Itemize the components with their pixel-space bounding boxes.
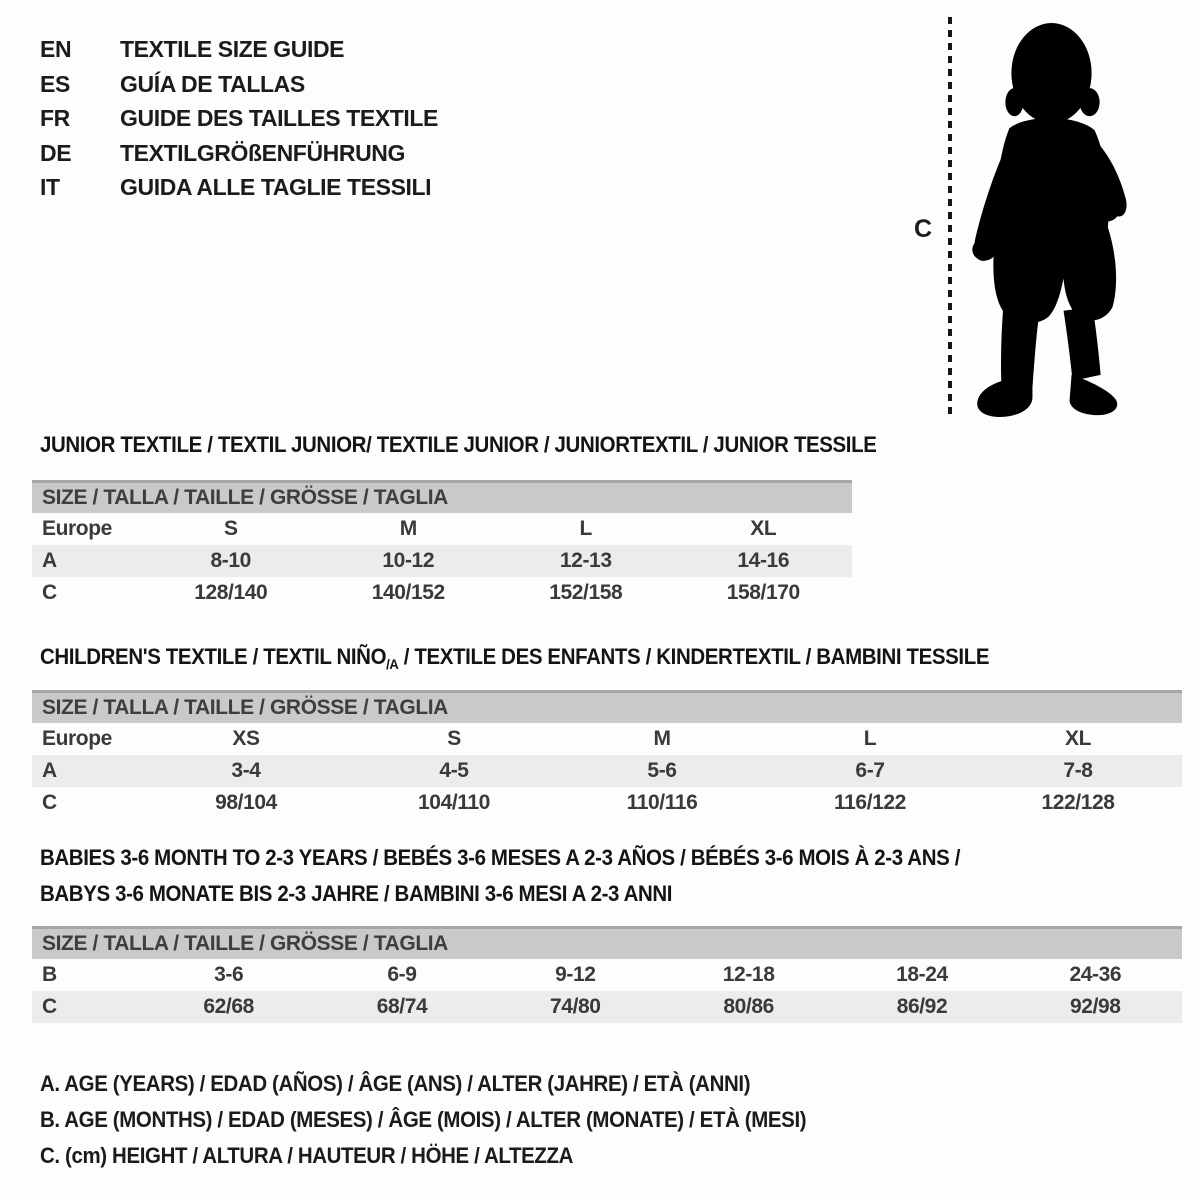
table-row — [32, 577, 852, 609]
value-cell: 24-36 — [1069, 963, 1122, 986]
size-cell: M — [653, 727, 671, 750]
size-cell: M — [399, 517, 417, 540]
height-measure-label: C — [914, 215, 933, 243]
value-cell: 152/158 — [549, 581, 623, 604]
value-cell: 110/116 — [626, 791, 698, 814]
language-title-list — [40, 32, 438, 205]
size-cell: XS — [232, 727, 260, 750]
language-label: TEXTILE SIZE GUIDE — [120, 36, 345, 62]
legend-line-b: B. AGE (MONTHS) / EDAD (MESES) / ÂGE (MOIS) / ALTER (MONATE) / ETÀ (MESI) — [40, 1107, 807, 1132]
value-cell: 9-12 — [555, 963, 596, 986]
size-cell: XL — [750, 517, 777, 540]
language-label: GUIDE DES TAILLES TEXTILE — [120, 105, 438, 131]
babies-section-title-line2: BABYS 3-6 MONATE BIS 2-3 JAHRE / BAMBINI 3-6 MESI A 2-3 ANNI — [40, 881, 673, 906]
language-row-fr — [40, 101, 438, 136]
value-cell: 6-9 — [387, 963, 417, 986]
row-label: A — [42, 549, 57, 572]
junior-section-title: JUNIOR TEXTILE / TEXTIL JUNIOR/ TEXTILE JUNIOR / JUNIORTEXTIL / JUNIOR TESSILE — [40, 432, 877, 457]
language-label: TEXTILGRÖßENFÜHRUNG — [120, 139, 405, 166]
value-cell: 128/140 — [194, 581, 268, 604]
value-cell: 3-6 — [214, 963, 244, 986]
value-cell: 12-18 — [722, 963, 775, 986]
children-title-post: / TEXTILE DES ENFANTS / KINDERTEXTIL / BAMBINI TESSILE — [398, 644, 990, 669]
legend-line-c: C. (cm) HEIGHT / ALTURA / HAUTEUR / HÖHE / ALTEZZA — [40, 1143, 574, 1168]
row-label: C — [42, 581, 57, 604]
language-row-it — [40, 170, 438, 205]
height-measure-dashed-line — [948, 17, 952, 416]
value-cell: 92/98 — [1070, 995, 1121, 1018]
language-label: GUÍA DE TALLAS — [120, 70, 305, 97]
value-cell: 122/128 — [1041, 791, 1115, 814]
value-cell: 14-16 — [737, 549, 790, 572]
value-cell: 104/110 — [418, 791, 490, 814]
table-row — [32, 787, 1182, 819]
value-cell: 98/104 — [215, 791, 277, 814]
table-row — [32, 755, 1182, 787]
language-row-de — [40, 136, 438, 171]
table-row — [32, 723, 1182, 755]
measurement-legend — [40, 1066, 806, 1174]
size-cell: L — [579, 517, 592, 540]
language-code: IT — [40, 174, 60, 200]
table-row — [32, 513, 852, 545]
value-cell: 80/86 — [723, 995, 774, 1018]
value-cell: 116/122 — [834, 791, 906, 814]
value-cell: 8-10 — [210, 549, 251, 572]
legend-line-a: A. AGE (YEARS) / EDAD (AÑOS) / ÂGE (ANS) / ALTER (JAHRE) / ETÀ (ANNI) — [40, 1071, 751, 1096]
junior-size-table — [32, 480, 852, 609]
size-cell: S — [447, 727, 461, 750]
row-label: A — [42, 759, 57, 782]
children-title-sub: /A — [386, 656, 399, 672]
language-code: ES — [40, 70, 70, 97]
size-header-band: SIZE / TALLA / TAILLE / GRÖSSE / TAGLIA — [32, 690, 1182, 723]
babies-section-title-line1: BABIES 3-6 MONTH TO 2-3 YEARS / BEBÉS 3-6 MESES A 2-3 AÑOS / BÉBÉS 3-6 MOIS À 2-3 ANS / — [40, 845, 961, 870]
value-cell: 3-4 — [231, 759, 261, 782]
value-cell: 140/152 — [371, 581, 445, 604]
row-label: Europe — [42, 727, 112, 750]
value-cell: 5-6 — [647, 759, 677, 782]
size-header-band: SIZE / TALLA / TAILLE / GRÖSSE / TAGLIA — [32, 480, 852, 513]
babies-size-table — [32, 926, 1182, 1023]
value-cell: 68/74 — [376, 995, 428, 1018]
value-cell: 10-12 — [382, 549, 435, 572]
children-size-table — [32, 690, 1182, 819]
value-cell: 7-8 — [1063, 759, 1093, 782]
value-cell: 12-13 — [559, 549, 612, 572]
baby-silhouette-icon — [956, 16, 1142, 422]
language-code: FR — [40, 105, 70, 131]
size-header-band: SIZE / TALLA / TAILLE / GRÖSSE / TAGLIA — [32, 926, 1182, 959]
children-title-pre: CHILDREN'S TEXTILE / TEXTIL NIÑO — [40, 644, 387, 669]
value-cell: 6-7 — [855, 759, 885, 782]
language-row-en — [40, 32, 438, 67]
children-section-title — [40, 644, 989, 672]
value-cell: 62/68 — [203, 995, 254, 1018]
language-label: GUIDA ALLE TAGLIE TESSILI — [120, 174, 432, 200]
row-label: B — [42, 963, 57, 986]
value-cell: 4-5 — [439, 759, 469, 782]
table-row — [32, 991, 1182, 1023]
table-row — [32, 545, 852, 577]
language-code: EN — [40, 36, 72, 62]
row-label: Europe — [42, 517, 112, 540]
size-cell: S — [223, 517, 238, 540]
size-cell: XL — [1064, 727, 1092, 750]
value-cell: 86/92 — [896, 995, 948, 1018]
language-row-es — [40, 67, 438, 102]
value-cell: 74/80 — [550, 995, 601, 1018]
value-cell: 158/170 — [726, 581, 800, 604]
row-label: C — [42, 791, 57, 814]
row-label: C — [42, 995, 57, 1018]
value-cell: 18-24 — [896, 963, 948, 986]
table-row — [32, 959, 1182, 991]
language-code: DE — [40, 139, 72, 166]
size-cell: L — [863, 727, 877, 750]
